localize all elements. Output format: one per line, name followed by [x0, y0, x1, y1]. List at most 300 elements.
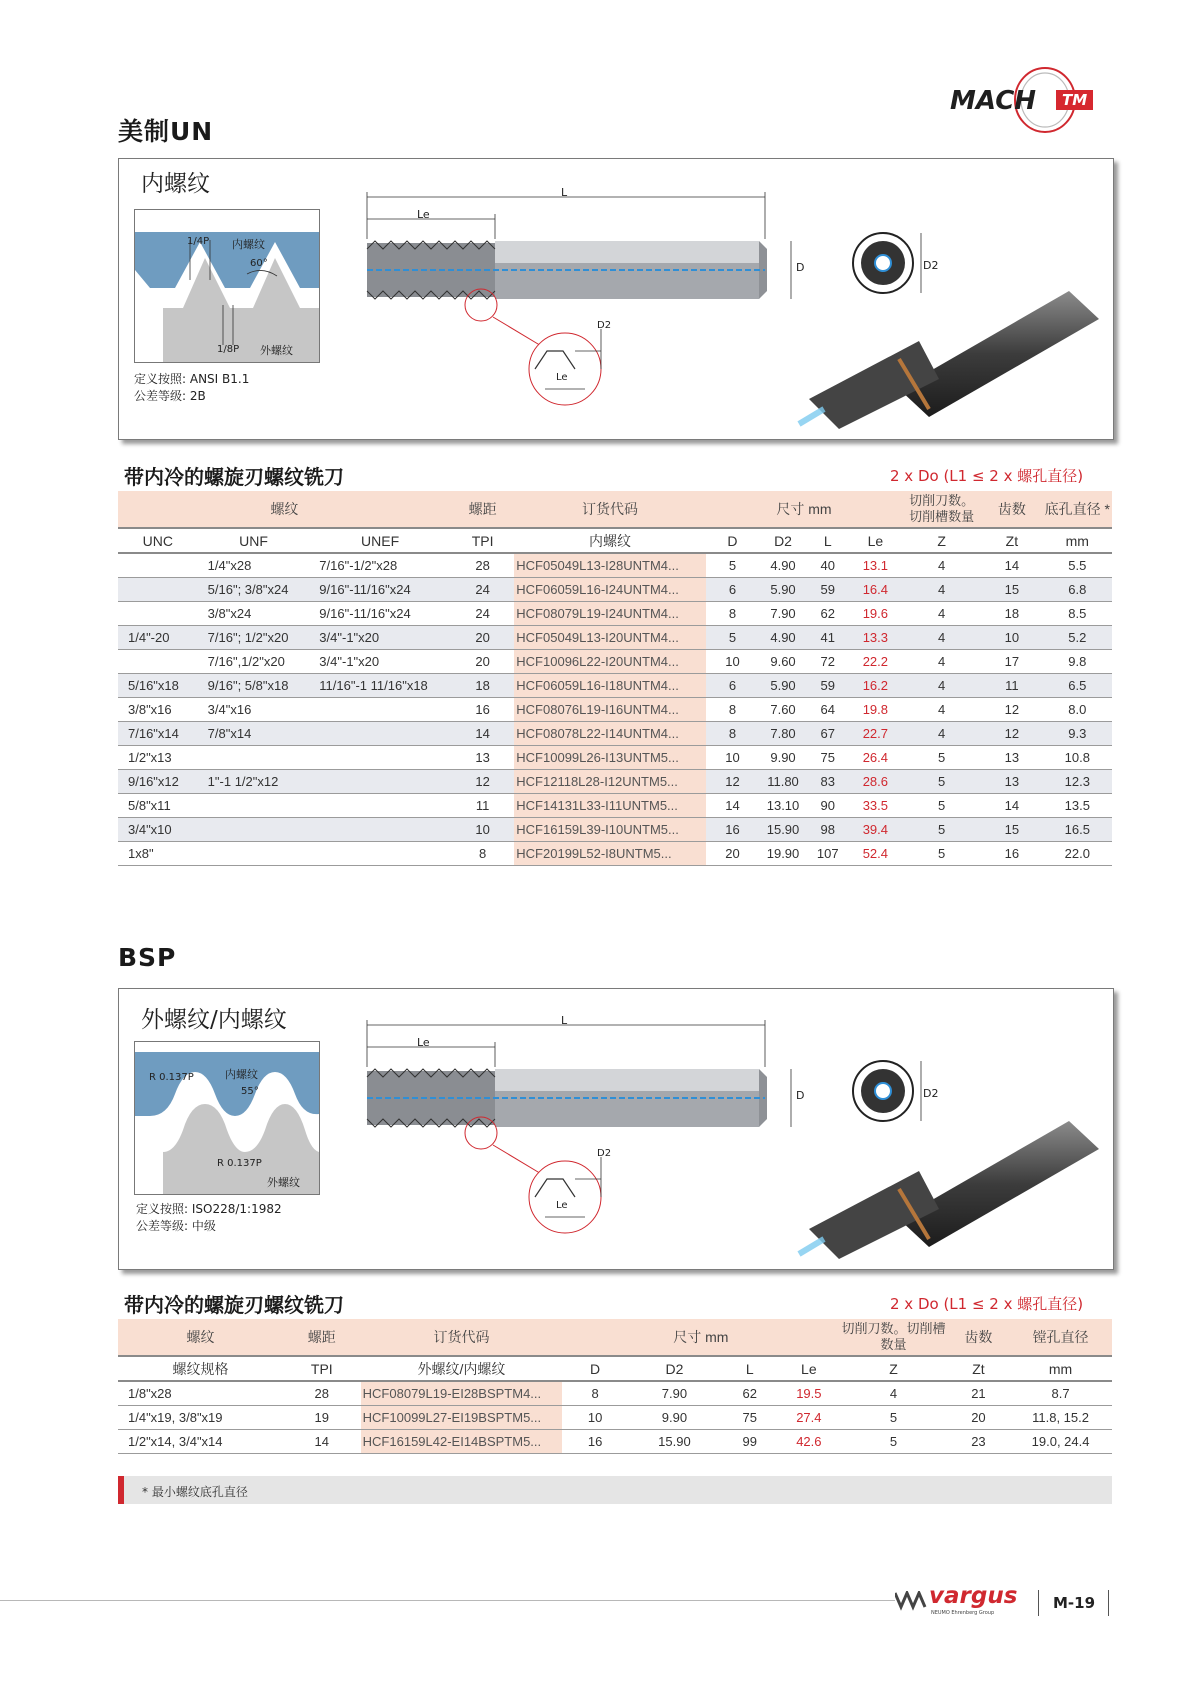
bsp-cell-d: 10 [562, 1406, 627, 1430]
un-cell-unf [198, 842, 310, 866]
un-cell-l: 62 [807, 602, 849, 626]
un-cell-d2: 9.90 [759, 746, 807, 770]
bsp-col-d2: D2 [628, 1356, 721, 1381]
un-dim-l: L [561, 186, 568, 199]
un-cell-zt: 18 [981, 602, 1042, 626]
un-cell-zt: 11 [981, 674, 1042, 698]
un-cell-z: 4 [902, 626, 981, 650]
mach-logo [950, 78, 1110, 138]
bsp-thread-profile [134, 1041, 320, 1195]
bsp-header-size: 尺寸 mm [562, 1319, 839, 1356]
un-cell-l: 59 [807, 674, 849, 698]
bsp-cell-zt: 20 [948, 1406, 1009, 1430]
bsp-col-le: Le [778, 1356, 839, 1381]
bsp-table-row [118, 1381, 1112, 1406]
un-cell-z: 4 [902, 674, 981, 698]
un-cell-code: HCF08079L19-I24UNTM4... [514, 602, 706, 626]
un-cell-zt: 10 [981, 626, 1042, 650]
un-table-header-group [118, 491, 1112, 528]
un-col-d2: D2 [759, 528, 807, 553]
un-cell-d: 6 [706, 674, 759, 698]
un-cell-unef: 11/16"-1 11/16"x18 [309, 674, 451, 698]
un-cell-d2: 9.60 [759, 650, 807, 674]
un-cell-mm: 22.0 [1043, 842, 1112, 866]
un-col-l: L [807, 528, 849, 553]
un-cell-unf: 7/16"; 1/2"x20 [198, 626, 310, 650]
un-cell-unef [309, 842, 451, 866]
un-label-angle: 60° [250, 258, 268, 269]
bsp-table [118, 1319, 1112, 1454]
bsp-cell-zt: 21 [948, 1381, 1009, 1406]
un-cell-d2: 13.10 [759, 794, 807, 818]
un-cell-unef [309, 770, 451, 794]
un-cell-zt: 12 [981, 722, 1042, 746]
un-cell-le: 13.3 [849, 626, 903, 650]
un-cell-unc [118, 578, 198, 602]
un-col-code: 内螺纹 [514, 528, 706, 553]
un-box-title: 内螺纹 [141, 171, 210, 197]
un-cell-tpi: 10 [451, 818, 514, 842]
mach-wordmark: MACH [950, 86, 1037, 116]
bsp-figure-box [118, 988, 1114, 1270]
un-cell-unef [309, 722, 451, 746]
un-col-unef: UNEF [309, 528, 451, 553]
un-col-tpi: TPI [451, 528, 514, 553]
un-cell-unef [309, 794, 451, 818]
un-label-quarter-p: 1/4P [187, 236, 210, 247]
un-cell-le: 19.8 [849, 698, 903, 722]
un-cell-d: 5 [706, 626, 759, 650]
un-cell-tpi: 18 [451, 674, 514, 698]
un-cell-l: 59 [807, 578, 849, 602]
bsp-dim-l: L [561, 1014, 568, 1027]
un-table-row [118, 698, 1112, 722]
un-col-zt: Zt [981, 528, 1042, 553]
bsp-cell-spec: 1/4"x19, 3/8"x19 [118, 1406, 283, 1430]
un-cell-l: 40 [807, 553, 849, 578]
un-table-tag: 2 x Do (L1 ≤ 2 x 螺孔直径) [890, 467, 1084, 485]
un-cell-d2: 7.90 [759, 602, 807, 626]
bsp-cell-spec: 1/2"x14, 3/4"x14 [118, 1430, 283, 1454]
un-cell-d: 10 [706, 746, 759, 770]
un-cell-unc: 7/16"x14 [118, 722, 198, 746]
un-cell-unf: 5/16"; 3/8"x24 [198, 578, 310, 602]
un-cell-l: 67 [807, 722, 849, 746]
un-cell-unef: 9/16"-11/16"x24 [309, 578, 451, 602]
bsp-cell-d: 8 [562, 1381, 627, 1406]
bsp-profile-drawing [135, 1042, 319, 1194]
un-cell-unf [198, 746, 310, 770]
un-cell-tpi: 8 [451, 842, 514, 866]
bsp-table-row [118, 1406, 1112, 1430]
bsp-cell-z: 5 [839, 1406, 947, 1430]
un-header-flutes: 切削刀数。切削槽数量 [902, 491, 981, 528]
bsp-header-teeth: 齿数 [948, 1319, 1009, 1356]
un-cell-unc: 9/16"x12 [118, 770, 198, 794]
un-cell-zt: 17 [981, 650, 1042, 674]
un-cell-d: 20 [706, 842, 759, 866]
un-cell-unef: 3/4"-1"x20 [309, 650, 451, 674]
un-cell-tpi: 16 [451, 698, 514, 722]
un-table-row [118, 818, 1112, 842]
un-cell-d2: 7.60 [759, 698, 807, 722]
un-cell-unf [198, 818, 310, 842]
un-table-row [118, 626, 1112, 650]
un-cell-z: 4 [902, 722, 981, 746]
un-cell-z: 5 [902, 794, 981, 818]
bsp-col-d: D [562, 1356, 627, 1381]
un-cell-mm: 9.8 [1043, 650, 1112, 674]
un-cell-tpi: 24 [451, 602, 514, 626]
bsp-header-order: 订货代码 [361, 1319, 563, 1356]
bsp-cell-d2: 15.90 [628, 1430, 721, 1454]
un-col-le: Le [849, 528, 903, 553]
un-col-unc: UNC [118, 528, 198, 553]
un-cell-zt: 15 [981, 818, 1042, 842]
un-cell-z: 4 [902, 553, 981, 578]
un-table-row [118, 842, 1112, 866]
bsp-table-header-cols [118, 1356, 1112, 1381]
un-note [134, 371, 249, 405]
un-cell-unef: 7/16"-1/2"x28 [309, 553, 451, 578]
un-cell-zt: 14 [981, 794, 1042, 818]
bsp-table-header-group [118, 1319, 1112, 1356]
footer-line [0, 1600, 895, 1601]
un-cell-d: 8 [706, 722, 759, 746]
un-label-eighth-p: 1/8P [217, 344, 240, 355]
un-thread-profile [134, 209, 320, 363]
un-cell-unf: 7/8"x14 [198, 722, 310, 746]
un-label-external: 外螺纹 [260, 344, 293, 357]
bsp-cell-z: 4 [839, 1381, 947, 1406]
vargus-group: NEUMO Ehrenberg Group [931, 1610, 995, 1616]
un-cell-mm: 6.5 [1043, 674, 1112, 698]
un-cell-code: HCF08076L19-I16UNTM4... [514, 698, 706, 722]
un-cell-unef [309, 818, 451, 842]
un-cell-z: 4 [902, 602, 981, 626]
bsp-note-tolerance: 公差等级: 中级 [136, 1219, 216, 1233]
bsp-col-l: L [721, 1356, 778, 1381]
un-figure-box [118, 158, 1114, 440]
bsp-note [136, 1201, 282, 1235]
un-cell-unc: 1/4"-20 [118, 626, 198, 650]
un-note-tolerance: 公差等级: 2B [134, 389, 206, 403]
bsp-header-thread: 螺纹 [118, 1319, 283, 1356]
un-cell-tpi: 20 [451, 626, 514, 650]
un-cell-le: 26.4 [849, 746, 903, 770]
bsp-cell-tpi: 14 [283, 1430, 361, 1454]
un-cell-le: 13.1 [849, 553, 903, 578]
un-section-title: 美制UN [118, 117, 214, 146]
bsp-dim-d2-detail: D2 [597, 1148, 612, 1159]
un-cell-le: 52.4 [849, 842, 903, 866]
un-table-row [118, 794, 1112, 818]
un-cell-d2: 7.80 [759, 722, 807, 746]
footnote-text: * 最小螺纹底孔直径 [142, 1485, 248, 1499]
un-cell-unf [198, 794, 310, 818]
vargus-logo-mark [895, 1591, 929, 1611]
un-header-hole: 底孔直径 * [1043, 491, 1112, 528]
un-end-d2: D2 [923, 259, 939, 272]
un-cell-unc: 3/8"x16 [118, 698, 198, 722]
un-cell-unf: 3/4"x16 [198, 698, 310, 722]
un-cell-unc: 5/8"x11 [118, 794, 198, 818]
un-cell-zt: 16 [981, 842, 1042, 866]
bsp-label-r1: R 0.137P [149, 1072, 194, 1083]
bsp-dim-d: D [796, 1089, 805, 1102]
un-cell-l: 72 [807, 650, 849, 674]
un-cell-code: HCF05049L13-I28UNTM4... [514, 553, 706, 578]
un-cell-l: 41 [807, 626, 849, 650]
bsp-cell-code: HCF10099L27-EI19BSPTM5... [361, 1406, 563, 1430]
un-header-pitch: 螺距 [451, 491, 514, 528]
bsp-header-flutes: 切削刀数。切削槽数量 [839, 1319, 947, 1356]
un-cell-tpi: 24 [451, 578, 514, 602]
un-header-teeth: 齿数 [981, 491, 1042, 528]
bsp-col-code: 外螺纹/内螺纹 [361, 1356, 563, 1381]
bsp-table-row [118, 1430, 1112, 1454]
bsp-cell-d2: 7.90 [628, 1381, 721, 1406]
un-cell-tpi: 20 [451, 650, 514, 674]
un-label-internal: 内螺纹 [232, 238, 265, 251]
un-cell-unef: 3/4"-1"x20 [309, 626, 451, 650]
bsp-cell-mm: 19.0, 24.4 [1009, 1430, 1112, 1454]
bsp-section-title: BSP [118, 943, 177, 972]
un-cell-le: 16.4 [849, 578, 903, 602]
un-dim-le-detail: Le [556, 372, 568, 383]
footer-divider [1038, 1590, 1039, 1616]
bsp-label-internal: 内螺纹 [225, 1068, 258, 1081]
bsp-tool-render [769, 1109, 1109, 1259]
un-cell-mm: 9.3 [1043, 722, 1112, 746]
vargus-logo [895, 1585, 1035, 1621]
mach-tm-badge: TM [1056, 90, 1093, 110]
un-cell-zt: 15 [981, 578, 1042, 602]
un-cell-l: 90 [807, 794, 849, 818]
un-cell-code: HCF14131L33-I11UNTM5... [514, 794, 706, 818]
un-cell-unc [118, 602, 198, 626]
bsp-cell-l: 75 [721, 1406, 778, 1430]
un-cell-z: 5 [902, 818, 981, 842]
un-cell-mm: 8.5 [1043, 602, 1112, 626]
un-cell-d2: 5.90 [759, 674, 807, 698]
bsp-cell-z: 5 [839, 1430, 947, 1454]
un-cell-tpi: 11 [451, 794, 514, 818]
bsp-cell-le: 27.4 [778, 1406, 839, 1430]
un-profile-drawing [135, 210, 319, 362]
un-cell-mm: 12.3 [1043, 770, 1112, 794]
bsp-col-mm: mm [1009, 1356, 1112, 1381]
footer-divider-right [1108, 1590, 1109, 1616]
un-cell-d2: 5.90 [759, 578, 807, 602]
footnote-red-marker [118, 1476, 124, 1504]
un-cell-mm: 8.0 [1043, 698, 1112, 722]
un-cell-le: 22.2 [849, 650, 903, 674]
un-cell-d2: 4.90 [759, 553, 807, 578]
un-cell-l: 64 [807, 698, 849, 722]
un-cell-unc: 1x8" [118, 842, 198, 866]
un-cell-le: 33.5 [849, 794, 903, 818]
un-cell-mm: 16.5 [1043, 818, 1112, 842]
un-header-order: 订货代码 [514, 491, 706, 528]
bsp-cell-le: 42.6 [778, 1430, 839, 1454]
un-cell-tpi: 14 [451, 722, 514, 746]
un-cell-z: 4 [902, 698, 981, 722]
un-cell-code: HCF05049L13-I20UNTM4... [514, 626, 706, 650]
un-cell-code: HCF16159L39-I10UNTM5... [514, 818, 706, 842]
un-cell-zt: 13 [981, 746, 1042, 770]
un-table-row [118, 722, 1112, 746]
un-cell-tpi: 12 [451, 770, 514, 794]
un-cell-zt: 14 [981, 553, 1042, 578]
un-tool-render [769, 279, 1109, 429]
un-cell-unef [309, 698, 451, 722]
un-table-row [118, 770, 1112, 794]
un-cell-mm: 6.8 [1043, 578, 1112, 602]
un-cell-unf: 1/4"x28 [198, 553, 310, 578]
bsp-cell-mm: 8.7 [1009, 1381, 1112, 1406]
un-cell-l: 75 [807, 746, 849, 770]
un-cell-d: 16 [706, 818, 759, 842]
un-cell-mm: 5.5 [1043, 553, 1112, 578]
un-cell-code: HCF10099L26-I13UNTM5... [514, 746, 706, 770]
footnote-bar [118, 1476, 1112, 1504]
un-cell-d2: 4.90 [759, 626, 807, 650]
un-cell-le: 39.4 [849, 818, 903, 842]
un-col-z: Z [902, 528, 981, 553]
bsp-label-angle: 55° [241, 1086, 259, 1097]
un-cell-code: HCF10096L22-I20UNTM4... [514, 650, 706, 674]
bsp-dim-le: Le [417, 1036, 430, 1049]
un-dim-le: Le [417, 208, 430, 221]
un-cell-code: HCF06059L16-I18UNTM4... [514, 674, 706, 698]
un-cell-unc: 3/4"x10 [118, 818, 198, 842]
un-table-title: 带内冷的螺旋刃螺纹铣刀 [124, 465, 344, 489]
un-cell-unc: 5/16"x18 [118, 674, 198, 698]
bsp-cell-code: HCF08079L19-EI28BSPTM4... [361, 1381, 563, 1406]
bsp-header-hole: 镗孔直径 [1009, 1319, 1112, 1356]
un-table-row [118, 602, 1112, 626]
un-cell-unf: 1"-1 1/2"x12 [198, 770, 310, 794]
un-cell-z: 5 [902, 746, 981, 770]
un-cell-d: 10 [706, 650, 759, 674]
un-cell-le: 19.6 [849, 602, 903, 626]
un-dim-d: D [796, 261, 805, 274]
un-cell-l: 98 [807, 818, 849, 842]
un-cell-d2: 15.90 [759, 818, 807, 842]
un-cell-unc: 1/2"x13 [118, 746, 198, 770]
un-cell-tpi: 28 [451, 553, 514, 578]
un-cell-zt: 12 [981, 698, 1042, 722]
bsp-header-pitch: 螺距 [283, 1319, 361, 1356]
un-table-row [118, 650, 1112, 674]
bsp-cell-le: 19.5 [778, 1381, 839, 1406]
page-number: M-19 [1053, 1594, 1096, 1612]
un-cell-d: 8 [706, 602, 759, 626]
un-cell-code: HCF20199L52-I8UNTM5... [514, 842, 706, 866]
bsp-end-d2: D2 [923, 1087, 939, 1100]
un-cell-d2: 11.80 [759, 770, 807, 794]
un-cell-unf: 9/16"; 5/8"x18 [198, 674, 310, 698]
un-cell-z: 5 [902, 842, 981, 866]
bsp-note-standard: 定义按照: ISO228/1:1982 [136, 1202, 282, 1216]
un-cell-l: 107 [807, 842, 849, 866]
un-note-standard: 定义按照: ANSI B1.1 [134, 372, 250, 386]
un-cell-code: HCF12118L28-I12UNTM5... [514, 770, 706, 794]
bsp-cell-l: 99 [721, 1430, 778, 1454]
bsp-col-z: Z [839, 1356, 947, 1381]
un-cell-mm: 10.8 [1043, 746, 1112, 770]
un-cell-unc [118, 553, 198, 578]
bsp-col-zt: Zt [948, 1356, 1009, 1381]
bsp-cell-d: 16 [562, 1430, 627, 1454]
un-col-unf: UNF [198, 528, 310, 553]
un-header-size: 尺寸 mm [706, 491, 902, 528]
bsp-cell-zt: 23 [948, 1430, 1009, 1454]
bsp-cell-mm: 11.8, 15.2 [1009, 1406, 1112, 1430]
un-cell-l: 83 [807, 770, 849, 794]
un-cell-zt: 13 [981, 770, 1042, 794]
bsp-box-title: 外螺纹/内螺纹 [141, 1007, 287, 1033]
un-cell-d: 8 [706, 698, 759, 722]
un-cell-le: 28.6 [849, 770, 903, 794]
bsp-dim-le-detail: Le [556, 1200, 568, 1211]
un-cell-d: 5 [706, 553, 759, 578]
un-cell-tpi: 13 [451, 746, 514, 770]
un-col-mm: mm [1043, 528, 1112, 553]
un-cell-mm: 13.5 [1043, 794, 1112, 818]
un-table-header-cols [118, 528, 1112, 553]
bsp-table-title: 带内冷的螺旋刃螺纹铣刀 [124, 1293, 344, 1317]
bsp-cell-tpi: 19 [283, 1406, 361, 1430]
un-cell-d: 12 [706, 770, 759, 794]
un-cell-unef: 9/16"-11/16"x24 [309, 602, 451, 626]
un-cell-le: 22.7 [849, 722, 903, 746]
un-dim-d2-detail: D2 [597, 320, 612, 331]
un-cell-z: 4 [902, 650, 981, 674]
un-table-row [118, 578, 1112, 602]
un-table [118, 491, 1112, 866]
un-cell-d: 14 [706, 794, 759, 818]
un-table-row [118, 553, 1112, 578]
un-cell-code: HCF06059L16-I24UNTM4... [514, 578, 706, 602]
un-cell-unf: 3/8"x24 [198, 602, 310, 626]
un-cell-le: 16.2 [849, 674, 903, 698]
un-cell-unf: 7/16",1/2"x20 [198, 650, 310, 674]
vargus-wordmark: vargus [929, 1583, 1018, 1609]
un-header-thread: 螺纹 [118, 491, 451, 528]
un-cell-code: HCF08078L22-I14UNTM4... [514, 722, 706, 746]
un-cell-unef [309, 746, 451, 770]
bsp-cell-tpi: 28 [283, 1381, 361, 1406]
bsp-cell-spec: 1/8"x28 [118, 1381, 283, 1406]
bsp-label-r2: R 0.137P [217, 1158, 262, 1169]
bsp-cell-code: HCF16159L42-EI14BSPTM5... [361, 1430, 563, 1454]
un-cell-mm: 5.2 [1043, 626, 1112, 650]
un-table-row [118, 674, 1112, 698]
bsp-cell-d2: 9.90 [628, 1406, 721, 1430]
un-col-d: D [706, 528, 759, 553]
un-cell-z: 4 [902, 578, 981, 602]
bsp-table-tag: 2 x Do (L1 ≤ 2 x 螺孔直径) [890, 1295, 1084, 1313]
un-cell-unc [118, 650, 198, 674]
un-cell-z: 5 [902, 770, 981, 794]
bsp-col-tpi: TPI [283, 1356, 361, 1381]
bsp-cell-l: 62 [721, 1381, 778, 1406]
bsp-label-external: 外螺纹 [267, 1176, 300, 1189]
bsp-col-spec: 螺纹规格 [118, 1356, 283, 1381]
un-cell-d: 6 [706, 578, 759, 602]
